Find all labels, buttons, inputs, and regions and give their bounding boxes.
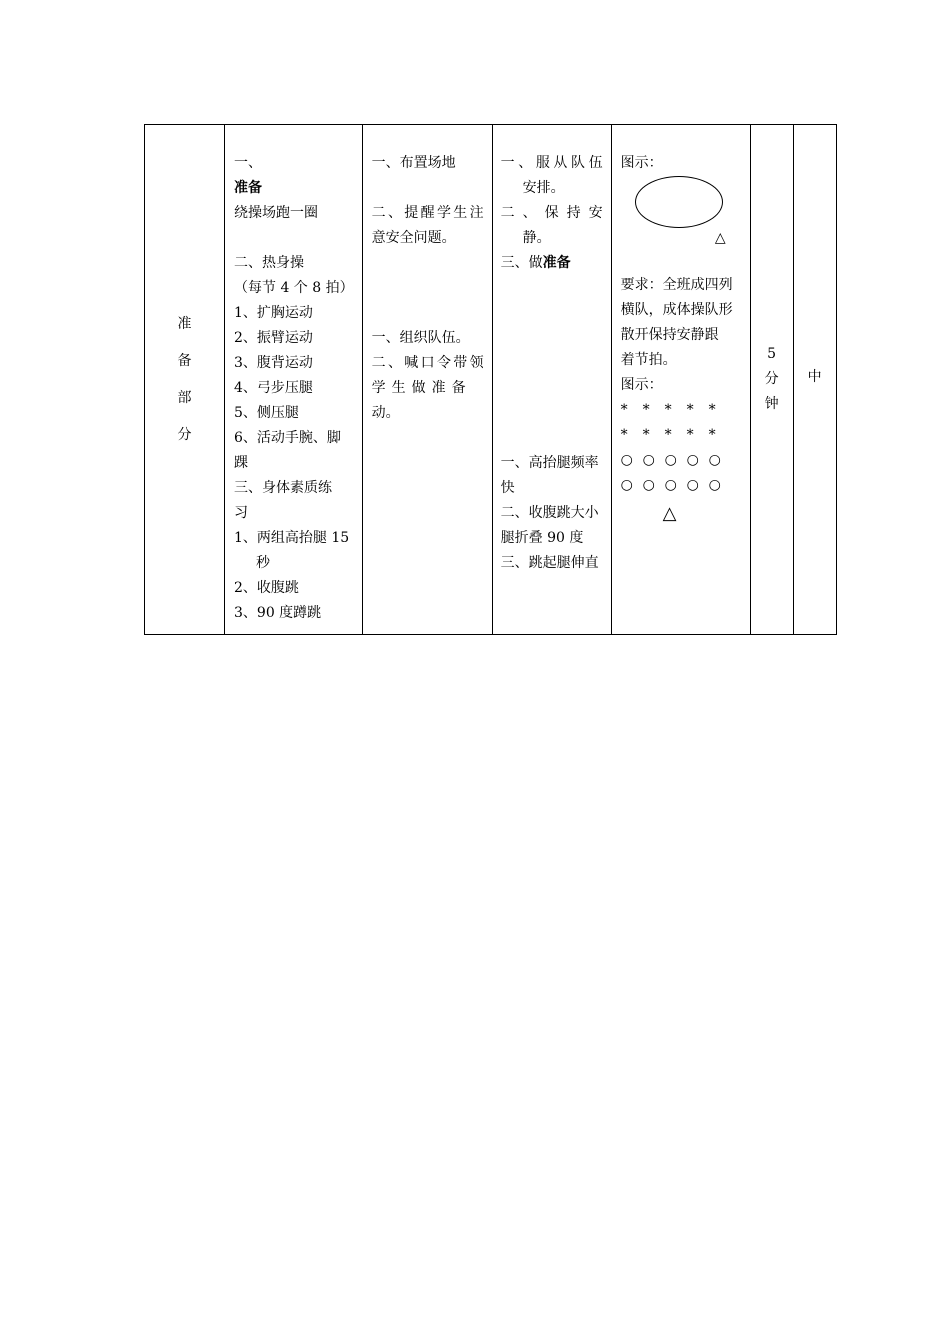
student-star-icon: * bbox=[686, 402, 694, 418]
content-line: 准备 bbox=[234, 180, 262, 196]
requirement-line: 要求：全班成四列 bbox=[620, 277, 733, 293]
content-line: 秒 bbox=[256, 555, 270, 571]
diagram-label: 图示： bbox=[620, 155, 663, 171]
spacer bbox=[501, 351, 603, 376]
student-star-icon: * bbox=[642, 427, 650, 443]
content-line: 3、腹背运动 bbox=[234, 355, 313, 371]
intensity-value: 中 bbox=[807, 368, 822, 385]
time-cell bbox=[750, 125, 793, 635]
teacher-line: 动。 bbox=[371, 405, 400, 421]
spacer bbox=[501, 426, 603, 451]
content-line: 踝 bbox=[234, 455, 248, 471]
student-circle-icon: ○ bbox=[708, 477, 721, 493]
intensity-cell bbox=[793, 125, 836, 635]
student-line: 二、收腹跳大小 bbox=[500, 505, 599, 521]
spacer bbox=[501, 301, 603, 326]
student-line: 快 bbox=[500, 480, 515, 496]
teacher-line: 学生做准备 bbox=[371, 380, 466, 396]
content-line: 习 bbox=[234, 505, 248, 521]
teacher-cell bbox=[362, 125, 492, 635]
section-label bbox=[145, 306, 224, 454]
student-circle-icon: ○ bbox=[664, 452, 677, 468]
student-line-prefix: 三、做 bbox=[500, 255, 543, 271]
organization-cell bbox=[611, 125, 750, 635]
content-line: 3、90 度蹲跳 bbox=[234, 605, 322, 621]
section-char: 备 bbox=[177, 352, 192, 369]
student-line: 一、服从队伍 bbox=[500, 155, 603, 171]
student-circle-icon: ○ bbox=[686, 452, 699, 468]
student-circle-icon: ○ bbox=[664, 477, 677, 493]
student-star-icon: * bbox=[708, 402, 716, 418]
content-line: 1、两组高抬腿 15 bbox=[234, 530, 350, 546]
student-line: 腿折叠 90 度 bbox=[500, 530, 584, 546]
section-char: 部 bbox=[177, 389, 192, 406]
student-line: 二、保持安 bbox=[500, 205, 603, 221]
student-circle-icon: ○ bbox=[620, 477, 633, 493]
content-line: 一、 bbox=[234, 155, 262, 171]
diagram-label: 图示： bbox=[620, 377, 663, 393]
student-line: 三、跳起腿伸直 bbox=[500, 555, 599, 571]
requirement-line: 散开保持安静跟 bbox=[620, 327, 719, 343]
requirement-line: 着节拍。 bbox=[620, 352, 677, 368]
section-char: 分 bbox=[177, 426, 192, 443]
section-cell bbox=[145, 125, 225, 635]
formation-row-stars bbox=[621, 398, 742, 423]
student-line: 安排。 bbox=[522, 180, 565, 196]
student-line-bold: 准备 bbox=[542, 255, 571, 271]
content-cell bbox=[225, 125, 363, 635]
student-circle-icon: ○ bbox=[686, 477, 699, 493]
field-oval-shape bbox=[635, 176, 723, 228]
spacer bbox=[372, 251, 484, 276]
student-circle-icon: ○ bbox=[642, 477, 655, 493]
content-line: 2、振臂运动 bbox=[234, 330, 313, 346]
student-line: 静。 bbox=[522, 230, 551, 246]
content-line: 5、侧压腿 bbox=[234, 405, 299, 421]
time-char: 分 bbox=[764, 371, 779, 387]
teacher-line: 二、提醒学生注 bbox=[371, 205, 484, 221]
student-star-icon: * bbox=[620, 402, 628, 418]
teacher-triangle-icon: △ bbox=[662, 503, 677, 524]
teacher-triangle-icon: △ bbox=[714, 230, 726, 246]
student-cell bbox=[492, 125, 611, 635]
student-line bbox=[501, 251, 603, 276]
spacer bbox=[501, 276, 603, 301]
lesson-plan-sheet bbox=[144, 124, 837, 635]
content-line: 二、热身操 bbox=[234, 255, 304, 271]
content-line: 6、活动手腕、脚 bbox=[234, 430, 341, 446]
student-star-icon: * bbox=[664, 402, 672, 418]
teacher-line: 一、组织队伍。 bbox=[371, 330, 470, 346]
requirement-line: 横队，成体操队形 bbox=[620, 302, 733, 318]
spacer bbox=[501, 401, 603, 426]
formation-row-stars bbox=[621, 423, 742, 448]
lesson-plan-table bbox=[144, 124, 837, 635]
time-label bbox=[751, 342, 793, 417]
spacer bbox=[621, 248, 742, 273]
content-line: （每节 4 个 8 拍） bbox=[234, 280, 354, 296]
formation-row-circles bbox=[621, 473, 742, 498]
spacer bbox=[372, 276, 484, 301]
student-circle-icon: ○ bbox=[708, 452, 721, 468]
student-star-icon: * bbox=[642, 402, 650, 418]
spacer bbox=[501, 326, 603, 351]
time-char: 钟 bbox=[764, 396, 779, 412]
spacer bbox=[372, 301, 484, 326]
teacher-line: 一、布置场地 bbox=[371, 155, 456, 171]
teacher-line: 二、喊口令带领 bbox=[371, 355, 484, 371]
section-char: 准 bbox=[177, 315, 192, 332]
student-star-icon: * bbox=[686, 427, 694, 443]
student-star-icon: * bbox=[620, 427, 628, 443]
content-line bbox=[234, 226, 354, 251]
time-char: 5 bbox=[767, 346, 777, 362]
spacer bbox=[501, 376, 603, 401]
teacher-line: 意安全问题。 bbox=[371, 230, 456, 246]
formation-row-circles bbox=[621, 448, 742, 473]
student-circle-icon: ○ bbox=[642, 452, 655, 468]
spacer bbox=[372, 176, 484, 201]
content-line: 2、收腹跳 bbox=[234, 580, 299, 596]
content-line: 三、身体素质练 bbox=[234, 480, 332, 496]
student-line: 一、高抬腿频率 bbox=[500, 455, 599, 471]
student-circle-icon: ○ bbox=[620, 452, 633, 468]
student-star-icon: * bbox=[708, 427, 716, 443]
content-line: 4、弓步压腿 bbox=[234, 380, 313, 396]
content-line: 绕操场跑一圈 bbox=[234, 205, 318, 221]
content-line: 1、扩胸运动 bbox=[234, 305, 313, 321]
student-star-icon: * bbox=[664, 427, 672, 443]
